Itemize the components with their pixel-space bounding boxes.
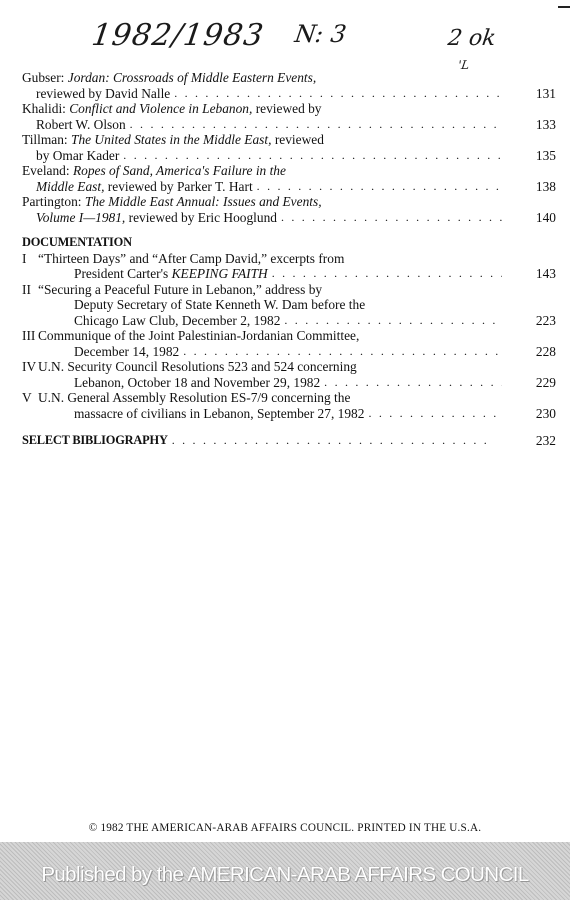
toc-entry-doc-2: II “Securing a Peaceful Future in Lebanon,” address by Deputy Secretary of State Kenneth W. Dam before the Chicago Law Club, December 2, 1982 . . . 223	[22, 282, 560, 329]
section-heading-documentation: DOCUMENTATION	[22, 235, 132, 249]
page-number: 138	[535, 178, 556, 194]
page-number: 131	[535, 85, 556, 101]
table-of-contents	[22, 70, 560, 449]
page-number: 230	[535, 405, 556, 421]
toc-entry-doc-4: IV U.N. Security Council Resolutions 523 and 524 concerning Lebanon, October 18 and November 29, 1982 . . . 229	[22, 359, 560, 390]
handwritten-mark: 'L	[457, 58, 471, 72]
page-number: 140	[535, 209, 556, 225]
publisher-footer: Published by the AMERICAN-ARAB AFFAIRS COUNCIL	[41, 863, 529, 886]
page-number: 232	[535, 433, 556, 448]
copyright-notice: © 1982 THE AMERICAN-ARAB AFFAIRS COUNCIL. PRINTED IN THE U.S.A.	[88, 822, 482, 834]
page-number: 135	[535, 147, 556, 163]
handwritten-date: 1982/1983	[89, 18, 267, 53]
toc-entry-partington: Partington: The Middle East Annual: Issues and Events, Volume I—1981, reviewed by Eric Hooglund . . . 140	[22, 194, 560, 225]
toc-entry-doc-3: III Communique of the Joint Palestinian-Jordanian Committee, December 14, 1982 . . . 228	[22, 328, 560, 359]
page-number: 223	[535, 312, 556, 328]
toc-entry-eveland: Eveland: Ropes of Sand, America's Failure in the Middle East, reviewed by Parker T. Hart . . . 138	[22, 163, 560, 194]
page-number: 143	[535, 266, 556, 281]
toc-entry-gubser: Gubser: Jordan: Crossroads of Middle Eastern Events, reviewed by David Nalle . . . 131	[22, 70, 560, 101]
toc-entry-bibliography: SELECT BIBLIOGRAPHY . . . 232	[22, 433, 560, 449]
toc-entry-doc-5: V U.N. General Assembly Resolution ES-7/9 concerning the massacre of civilians in Lebanon, September 27, 1982 . . . 230	[22, 390, 560, 421]
page-number: 133	[535, 116, 556, 132]
page-number: 228	[535, 343, 556, 359]
toc-entry-doc-1: I “Thirteen Days” and “After Camp David,” excerpts from President Carter's KEEPING FAITH . . . 143	[22, 251, 560, 282]
handwritten-note: 2 ok	[446, 26, 498, 51]
toc-entry-khalidi: Khalidi: Conflict and Violence in Lebanon, reviewed by Robert W. Olson . . . 133	[22, 101, 560, 132]
page-number: 229	[535, 374, 556, 390]
corner-mark	[558, 6, 570, 8]
toc-entry-tillman: Tillman: The United States in the Middle East, reviewed by Omar Kader . . . 135	[22, 132, 560, 163]
handwritten-issue-number: N: 3	[293, 20, 349, 48]
